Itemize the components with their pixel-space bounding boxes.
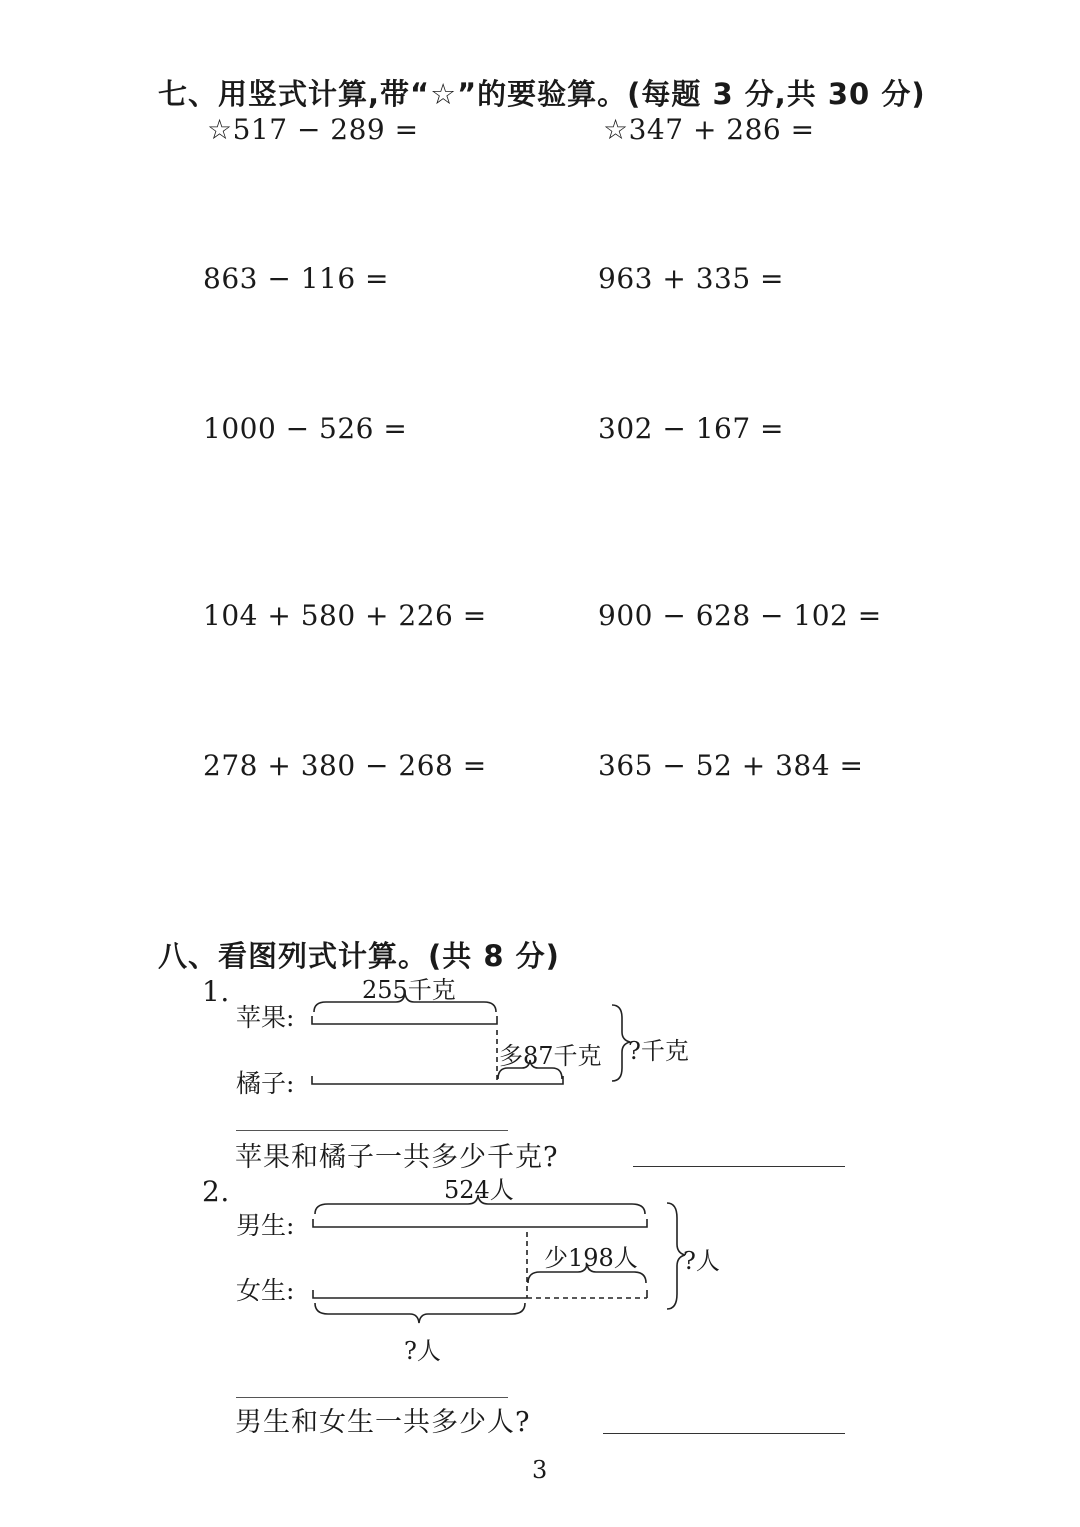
- expression-7: 104 + 580 + 226 =: [203, 599, 487, 632]
- boys-bar: [313, 1219, 647, 1227]
- question-2: 男生和女生一共多少人?: [235, 1407, 531, 1438]
- difference-label: 多87千克: [499, 1042, 602, 1070]
- boys-label: 男生:: [236, 1211, 295, 1240]
- expression-10: 365 − 52 + 384 =: [598, 749, 864, 782]
- expression-6: 302 − 167 =: [598, 412, 785, 445]
- apple-label: 苹果:: [236, 1003, 295, 1032]
- expression-9: 278 + 380 − 268 =: [203, 749, 487, 782]
- question-1: 苹果和橘子一共多少千克?: [235, 1142, 559, 1173]
- expression-5: 1000 − 526 =: [203, 412, 408, 445]
- problem-1-number: 1.: [202, 975, 230, 1008]
- total-unknown-label: ?千克: [628, 1037, 689, 1065]
- boys-amount-label: 524人: [444, 1176, 514, 1204]
- girls-bar: [313, 1290, 527, 1298]
- orange-label: 橘子:: [236, 1069, 295, 1098]
- total-brace-2: [667, 1203, 685, 1309]
- expression-4: 963 + 335 =: [598, 262, 785, 295]
- question-2-rule: [236, 1397, 508, 1398]
- girls-label: 女生:: [236, 1276, 295, 1305]
- problem-2-number: 2.: [202, 1175, 230, 1208]
- section-8-heading: 八、看图列式计算。(共 8 分): [158, 939, 560, 973]
- expression-3: 863 − 116 =: [203, 262, 390, 295]
- expression-2: ☆347 + 286 =: [603, 113, 815, 146]
- page-number: 3: [532, 1456, 548, 1484]
- difference-brace-2: [528, 1264, 646, 1283]
- expression-8: 900 − 628 − 102 =: [598, 599, 882, 632]
- difference-label-2: 少198人: [544, 1244, 638, 1272]
- answer-line-2[interactable]: [603, 1433, 845, 1434]
- total-unknown-label-2: ?人: [683, 1247, 720, 1275]
- boys-brace: [315, 1195, 645, 1214]
- section-7-heading: 七、用竖式计算,带“☆”的要验算。(每题 3 分,共 30 分): [158, 77, 926, 111]
- expression-1: ☆517 − 289 =: [207, 113, 419, 146]
- apple-amount-label: 255千克: [362, 976, 456, 1004]
- girls-brace: [315, 1303, 525, 1323]
- girls-unknown-label: ?人: [404, 1337, 441, 1365]
